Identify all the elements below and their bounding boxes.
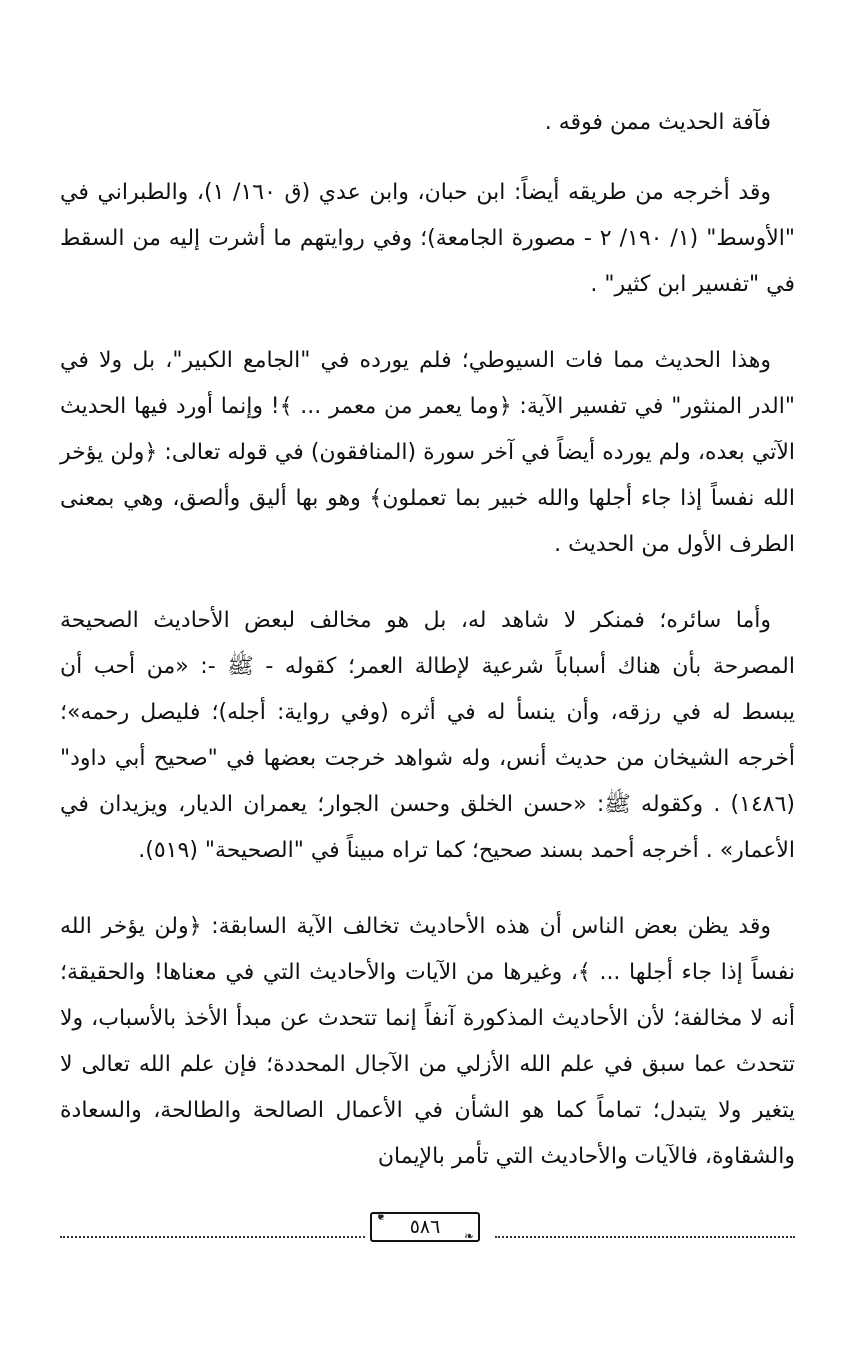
paragraph-4 bbox=[60, 598, 795, 874]
paragraph-3-text: وهذا الحديث مما فات السيوطي؛ فلم يورده في "الجامع الكبير"، بل ولا في "الدر المنثور" في تفسير الآية: ﴿وما يعمر من معمر ... ﴾! وإنما أورد فيها الحديث الآتي بعده، ولم يورده أيضاً في آخر سورة (المنافقون) في قوله تعالى: ﴿ولن يؤخر الله نفساً إذا جاء أجلها والله خبير بما تعملون﴾ وهو بها أليق وألصق، وهي بمعنى الطرف الأول من الحديث . bbox=[60, 348, 795, 557]
ornament-icon: ❦ bbox=[376, 1209, 387, 1223]
footer-divider-left bbox=[60, 1236, 365, 1238]
paragraph-3 bbox=[60, 338, 795, 568]
ornament-icon: ❧ bbox=[463, 1229, 474, 1243]
paragraph-1-text: فآفة الحديث ممن فوقه . bbox=[544, 110, 771, 135]
page-footer bbox=[60, 1209, 795, 1243]
paragraph-2-text: وقد أخرجه من طريقه أيضاً: ابن حبان، وابن عدي (ق ١٦٠/ ١)، والطبراني في "الأوسط" (١/ ١٩٠/ ٢ - مصورة الجامعة)؛ وفي روايتهم ما أشرت إليه من السقط في "تفسير ابن كثير" . bbox=[60, 180, 796, 297]
page-number: ٥٨٦ bbox=[409, 1216, 441, 1238]
paragraph-2 bbox=[60, 170, 795, 308]
paragraph-1 bbox=[60, 100, 795, 146]
paragraph-5 bbox=[60, 904, 795, 1180]
paragraph-4-text: وأما سائره؛ فمنكر لا شاهد له، بل هو مخالف لبعض الأحاديث الصحيحة المصرحة بأن هناك أسباباً شرعية لإطالة العمر؛ كقوله - ﷺ -: «من أحب أن يبسط له في رزقه، وأن ينسأ له في أثره (وفي رواية: أجله)؛ فليصل رحمه»؛ أخرجه الشيخان من حديث أنس، وله شواهد خرجت بعضها في "صحيح أبي داود" (١٤٨٦) . وكقوله ﷺ: «حسن الخلق وحسن الجوار؛ يعمران الديار، ويزيدان في الأعمار» . أخرجه أحمد بسند صحيح؛ كما تراه مبيناً في "الصحيحة" (٥١٩). bbox=[60, 608, 795, 863]
paragraph-5-text: وقد يظن بعض الناس أن هذه الأحاديث تخالف الآية السابقة: ﴿ولن يؤخر الله نفساً إذا جاء أجلها ... ﴾، وغيرها من الآيات والأحاديث التي في معناها! والحقيقة؛ أنه لا مخالفة؛ لأن الأحاديث المذكورة آنفاً إنما تتحدث عن مبدأ الأخذ بالأسباب، ولا تتحدث عما سبق في علم الله الأزلي من الآجال المحددة؛ فإن علم الله تعالى لا يتغير ولا يتبدل؛ تماماً كما هو الشأن في الأعمال الصالحة والطالحة، والسعادة والشقاوة، فالآيات والأحاديث التي تأمر بالإيمان bbox=[60, 914, 795, 1169]
page-number-frame bbox=[370, 1209, 480, 1243]
page-body bbox=[60, 100, 795, 1210]
footer-divider-right bbox=[495, 1236, 795, 1238]
